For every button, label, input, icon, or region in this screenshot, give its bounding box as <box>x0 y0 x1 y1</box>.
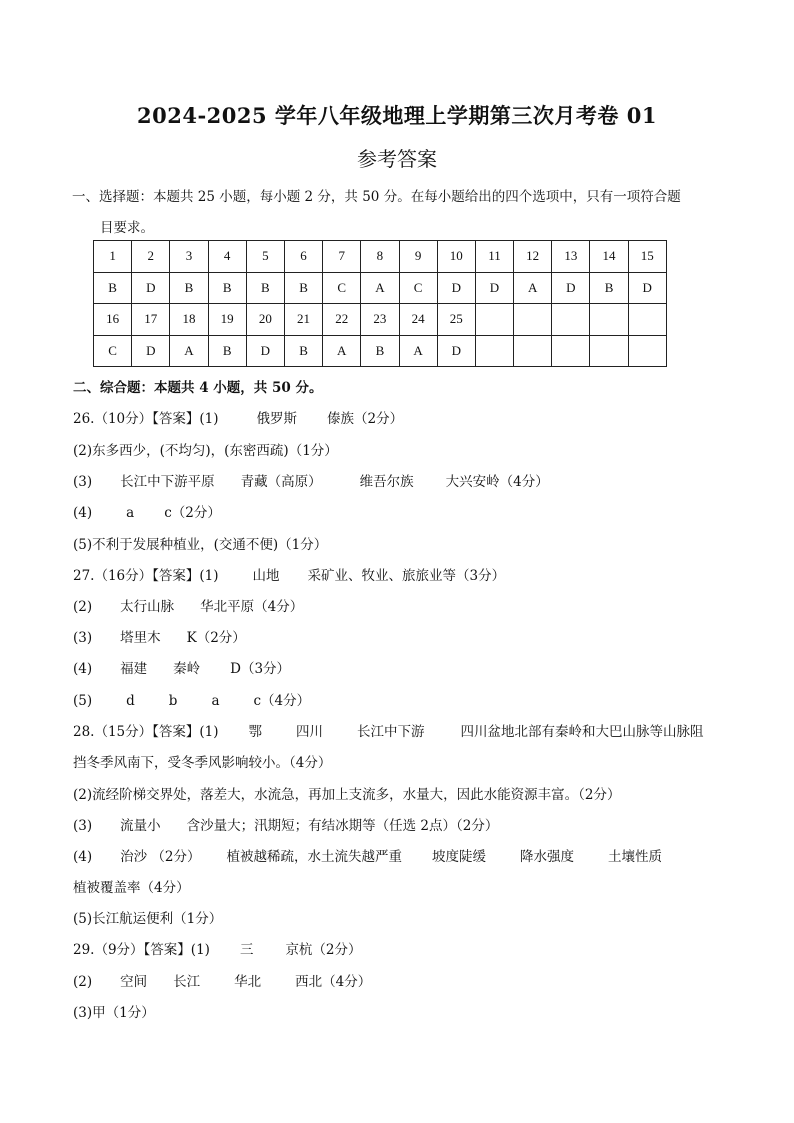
answer-cell: D <box>628 272 666 304</box>
answer-row <box>94 272 667 304</box>
question-number-cell: 11 <box>475 241 513 273</box>
answer-cell: A <box>170 335 208 367</box>
q26-line-5: (5)不利于发展种植业，(交通不便)（1分） <box>73 537 328 553</box>
question-number-cell: 5 <box>246 241 284 273</box>
section-2-heading: 二、综合题：本题共 4 小题，共 50 分。 <box>73 380 323 396</box>
answer-cell: C <box>399 272 437 304</box>
answer-cell: B <box>208 335 246 367</box>
question-number-cell: 24 <box>399 304 437 336</box>
question-number-cell <box>552 304 590 336</box>
answer-cell: D <box>246 335 284 367</box>
answer-table <box>93 240 667 367</box>
q27-line-5: (5) d b a c（4分） <box>73 693 311 709</box>
answer-cell: B <box>170 272 208 304</box>
question-number-cell: 20 <box>246 304 284 336</box>
question-number-cell: 21 <box>284 304 322 336</box>
answer-cell: D <box>132 272 170 304</box>
question-number-cell: 6 <box>284 241 322 273</box>
question-number-cell: 9 <box>399 241 437 273</box>
question-number-cell: 17 <box>132 304 170 336</box>
question-number-cell: 22 <box>323 304 361 336</box>
answer-cell: B <box>208 272 246 304</box>
answer-cell: D <box>437 335 475 367</box>
q29-line-2: (2) 空间 长江 华北 西北（4分） <box>73 974 372 990</box>
question-number-cell: 14 <box>590 241 628 273</box>
q28-line-1: 28.（15分）【答案】(1) 鄂 四川 长江中下游 四川盆地北部有秦岭和大巴山脉等山脉阻 <box>73 724 704 740</box>
question-number-cell: 8 <box>361 241 399 273</box>
question-number-cell: 7 <box>323 241 361 273</box>
question-number-cell <box>475 304 513 336</box>
question-number-cell <box>628 304 666 336</box>
q26-line-1: 26.（10分）【答案】(1) 俄罗斯 傣族（2分） <box>73 411 404 427</box>
q28-line-3: (2)流经阶梯交界处，落差大，水流急，再加上支流多，水量大，因此水能资源丰富。（2分） <box>73 787 621 803</box>
answer-cell <box>628 335 666 367</box>
question-number-cell: 12 <box>514 241 552 273</box>
answer-row <box>94 335 667 367</box>
answer-cell: A <box>399 335 437 367</box>
question-number-cell: 23 <box>361 304 399 336</box>
answer-cell: A <box>361 272 399 304</box>
answer-cell: B <box>590 272 628 304</box>
q28-line-7: (5)长江航运便利（1分） <box>73 911 223 927</box>
answer-cell <box>590 335 628 367</box>
answer-cell: D <box>132 335 170 367</box>
q28-line-4: (3) 流量小 含沙量大；汛期短；有结冰期等（任选 2点）（2分） <box>73 818 499 834</box>
question-number-cell: 2 <box>132 241 170 273</box>
question-number-cell: 13 <box>552 241 590 273</box>
question-number-row <box>94 304 667 336</box>
q28-line-5: (4) 治沙 （2分） 植被越稀疏，水土流失越严重 坡度陡缓 降水强度 土壤性质 <box>73 849 663 865</box>
question-number-cell: 15 <box>628 241 666 273</box>
answer-cell: B <box>284 272 322 304</box>
answer-cell: B <box>361 335 399 367</box>
answer-cell: A <box>323 335 361 367</box>
q26-line-4: (4) a c（2分） <box>73 505 221 521</box>
answer-cell: B <box>94 272 132 304</box>
answer-cell: D <box>475 272 513 304</box>
answer-cell: D <box>437 272 475 304</box>
q27-line-1: 27.（16分）【答案】(1) 山地 采矿业、牧业、旅旅业等（3分） <box>73 568 506 584</box>
answer-cell: B <box>284 335 322 367</box>
question-number-cell <box>514 304 552 336</box>
q29-line-1: 29.（9分）【答案】(1) 三 京杭（2分） <box>73 942 362 958</box>
question-number-cell: 19 <box>208 304 246 336</box>
answer-cell: A <box>514 272 552 304</box>
question-number-cell: 25 <box>437 304 475 336</box>
q28-line-6: 植被覆盖率（4分） <box>73 880 190 896</box>
q26-line-3: (3) 长江中下游平原 青藏（高原） 维吾尔族 大兴安岭（4分） <box>73 474 549 490</box>
question-number-cell: 4 <box>208 241 246 273</box>
question-number-cell: 10 <box>437 241 475 273</box>
question-number-cell: 1 <box>94 241 132 273</box>
question-number-cell <box>590 304 628 336</box>
q27-line-3: (3) 塔里木 K（2分） <box>73 630 246 646</box>
question-number-cell: 18 <box>170 304 208 336</box>
question-number-cell: 16 <box>94 304 132 336</box>
answer-cell: C <box>94 335 132 367</box>
question-number-cell: 3 <box>170 241 208 273</box>
page-title: 2024-2025 学年八年级地理上学期第三次月考卷 01 <box>137 103 657 128</box>
answer-cell: D <box>552 272 590 304</box>
question-number-row <box>94 241 667 273</box>
q29-line-3: (3)甲（1分） <box>73 1005 155 1021</box>
q26-line-2: (2)东多西少，(不均匀)，(东密西疏)（1分） <box>73 443 338 459</box>
q28-line-2: 挡冬季风南下，受冬季风影响较小。（4分） <box>73 755 332 771</box>
answer-cell <box>552 335 590 367</box>
q27-line-4: (4) 福建 秦岭 D（3分） <box>73 661 291 677</box>
section-1-heading: 一、选择题：本题共 25 小题，每小题 2 分，共 50 分。在每小题给出的四个选项中，只有一项符合题 目要求。 <box>72 189 681 236</box>
page-subtitle: 参考答案 <box>357 147 437 171</box>
answer-cell <box>514 335 552 367</box>
q27-line-2: (2) 太行山脉 华北平原（4分） <box>73 599 304 615</box>
answer-cell: C <box>323 272 361 304</box>
answer-cell <box>475 335 513 367</box>
answer-cell: B <box>246 272 284 304</box>
